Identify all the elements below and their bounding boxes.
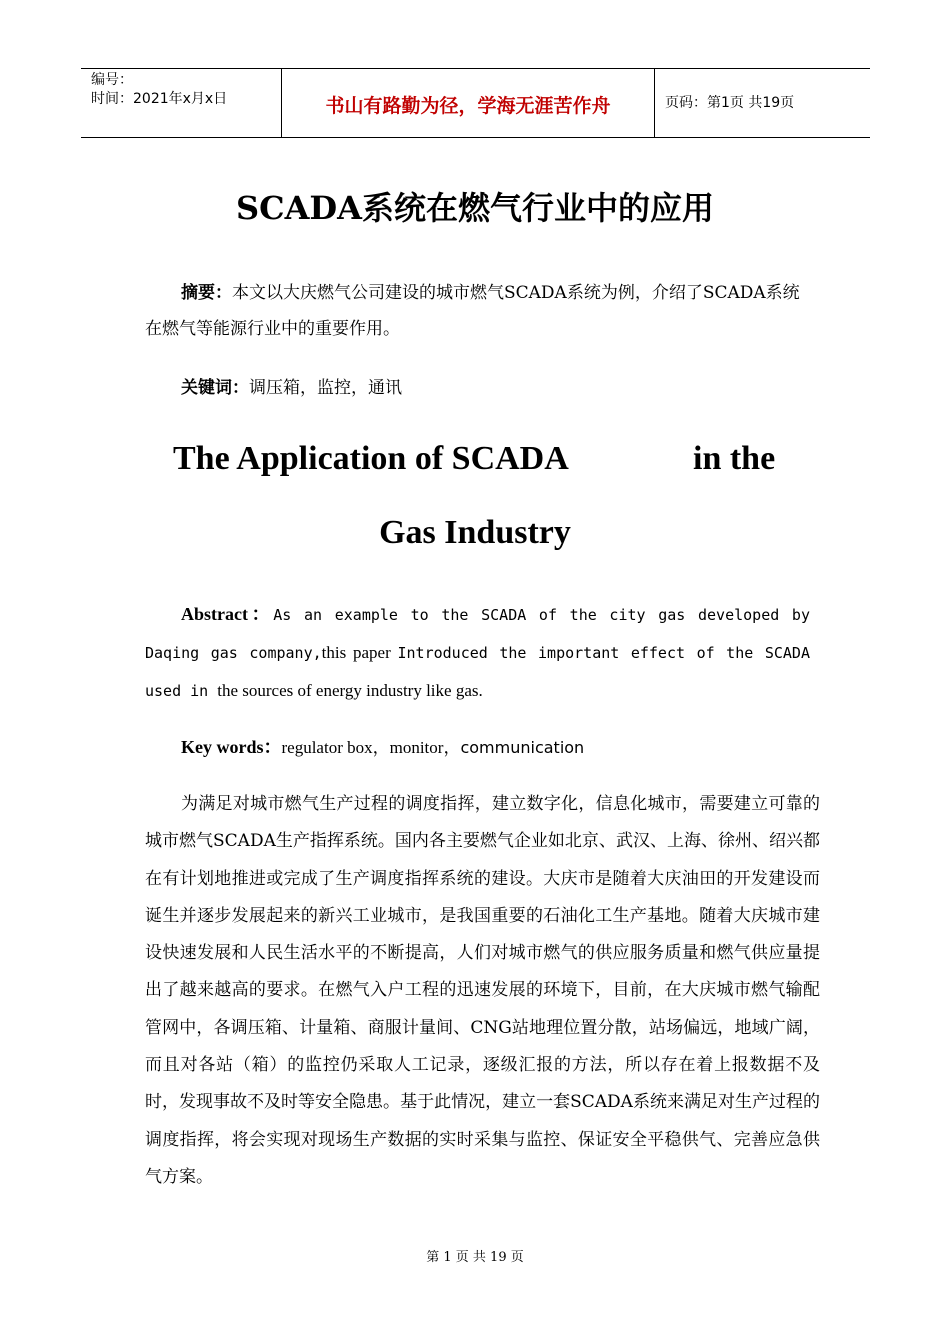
abstract-en-serif-2: the sources of energy industry like gas. — [217, 681, 483, 700]
date-label: 时间：2021年x月x日 — [91, 91, 228, 107]
page-footer: 第 1 页 共 19 页 — [426, 1250, 524, 1265]
abstract-en-serif-1: this paper — [321, 643, 398, 662]
abstract-en-label: Abstract： — [181, 604, 274, 624]
abstract-en-mono-2: Introduced the important effect of the SCADA used in — [145, 644, 810, 700]
english-title-line2: Gas Industry — [379, 514, 571, 551]
keywords-cn-text: 调压箱，监控，通讯 — [249, 378, 402, 398]
header-meta — [81, 69, 281, 137]
abstract-cn — [145, 275, 810, 347]
keywords-en-label: Key words： — [181, 737, 282, 757]
keywords-en-sans: communication — [460, 738, 585, 757]
number-label: 编号： — [91, 72, 133, 88]
abstract-cn-text: 本文以大庆燃气公司建设的城市燃气SCADA系统为例，介绍了SCADA系统在燃气等能源行业中的重要作用。 — [145, 283, 800, 339]
english-title-part2: in the — [693, 440, 776, 477]
body-paragraph: 为满足对城市燃气生产过程的调度指挥，建立数字化，信息化城市，需要建立可靠的城市燃气SCADA生产指挥系统。国内各主要燃气企业如北京、武汉、上海、徐州、绍兴都在有计划地推进或完成了生产调度指挥系统的建设。大庆市是随着大庆油田的开发建设而诞生并逐步发展起来的新兴工业城市，是我国重要的石油化工生产基地。随着大庆城市建设快速发展和人民生活水平的不断提高，人们对城市燃气的供应服务质量和燃气供应量提出了越来越高的要求。在燃气入户工程的迅速发展的环境下，目前，在大庆城市燃气输配管网中，各调压箱、计量箱、商服计量间、CNG站地理位置分散，站场偏远，地域广阔，而且对各站（箱）的监控仍采取人工记录，逐级汇报的方法，所以存在着上报数据不及时，发现事故不及时等安全隐患。基于此情况，建立一套SCADA系统来满足对生产过程的调度指挥，将会实现对现场生产数据的实时采集与监控、保证安全平稳供气、完善应急供气方案。 — [145, 794, 820, 1187]
abstract-cn-label: 摘要： — [181, 283, 232, 303]
abstract-en — [145, 596, 810, 710]
abstract-en-mono-1: As an example to the SCADA of the city gas developed by Daqing gas company, — [145, 606, 810, 662]
keywords-cn — [145, 370, 810, 406]
header-motto: 书山有路勤为径，学海无涯苦作舟 — [281, 69, 655, 137]
keywords-en — [145, 729, 810, 766]
page-header — [81, 68, 870, 138]
keywords-cn-label: 关键词： — [181, 378, 249, 398]
keywords-en-serif: regulator box，monitor， — [281, 738, 461, 757]
english-title-part1: The Application of SCADA — [173, 440, 569, 477]
document-title: SCADA系统在燃气行业中的应用 — [236, 189, 714, 227]
header-page-number: 页码：第1页 共19页 — [665, 95, 795, 111]
